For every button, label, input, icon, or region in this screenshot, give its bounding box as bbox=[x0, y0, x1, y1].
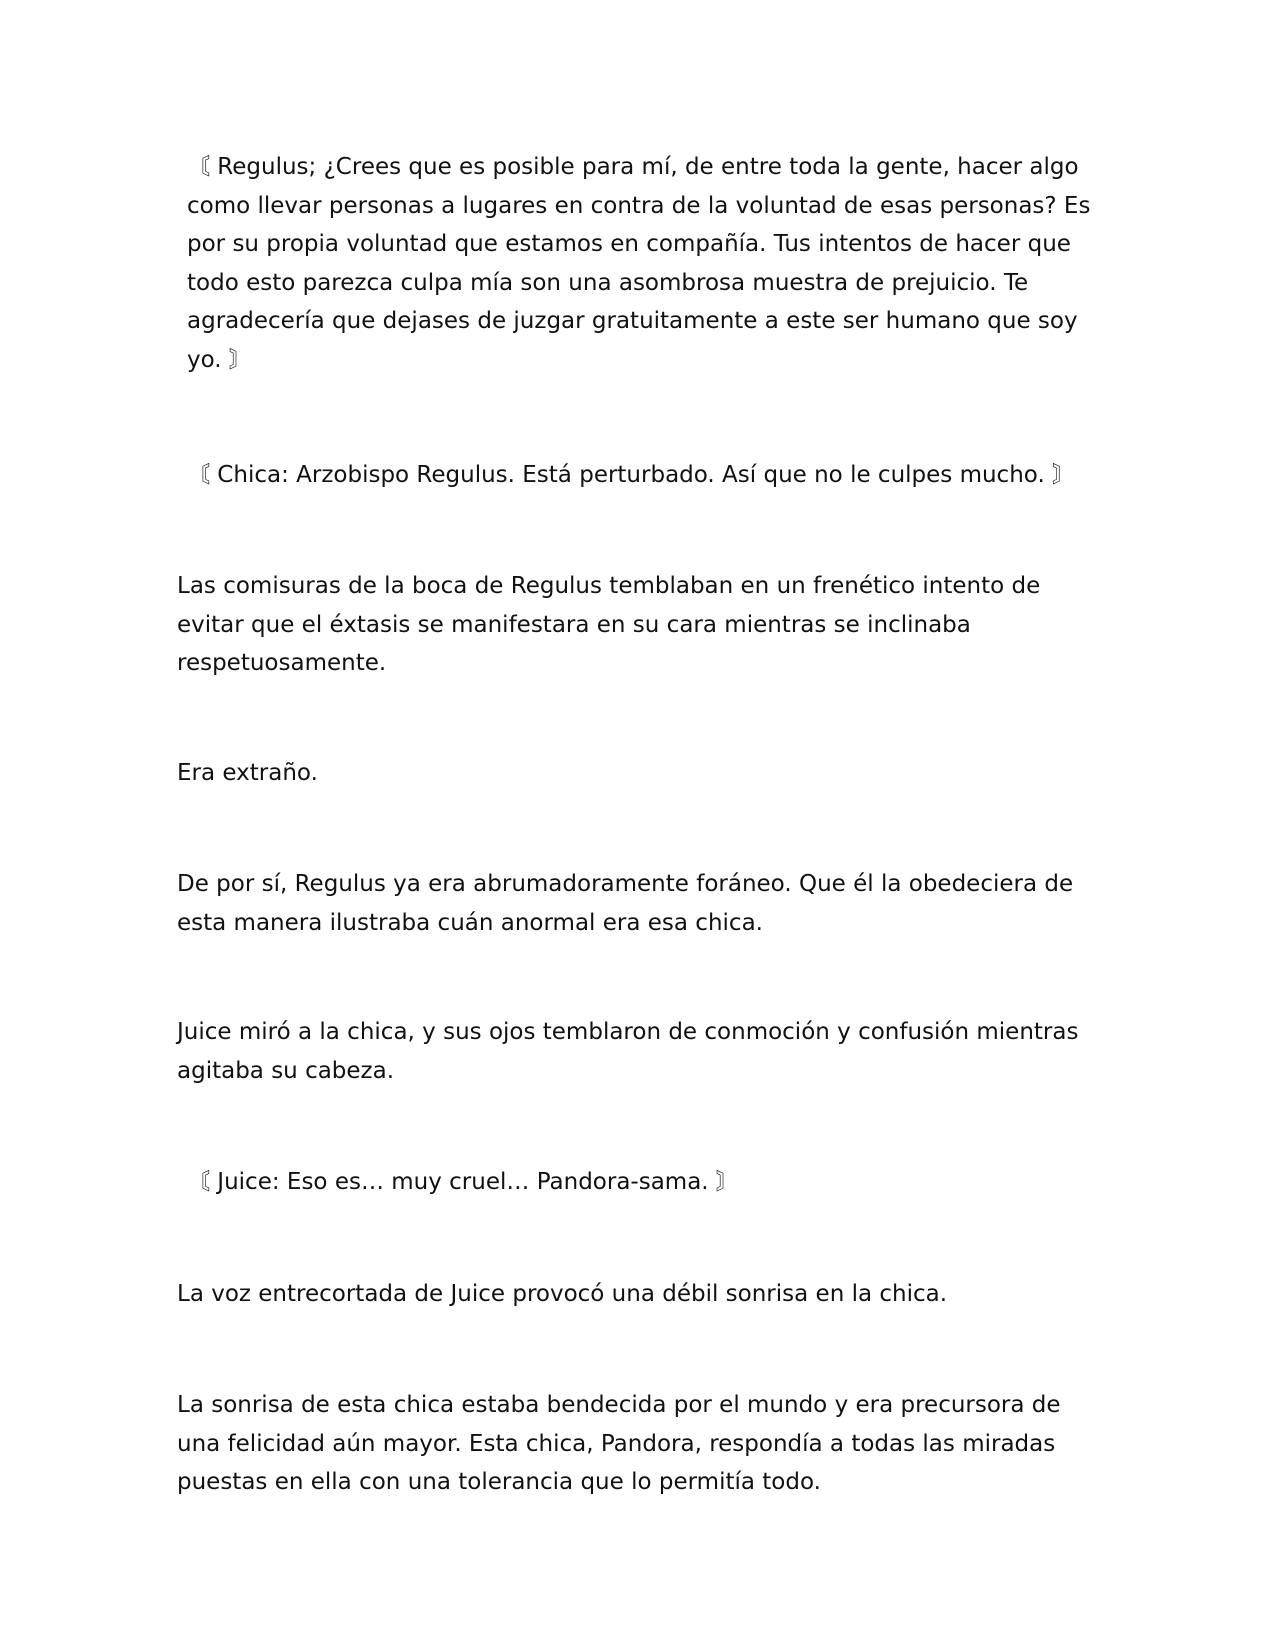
narration-paragraph: Las comisuras de la boca de Regulus temblaban en un frenético intento de evitar que el éxtasis se manifestara en su cara mientras se inclinaba respetuosamente. bbox=[177, 573, 1041, 676]
dialogue-chica: 〘 Chica: Arzobispo Regulus. Está perturbado. Así que no le culpes mucho. 〙 bbox=[187, 462, 1076, 488]
narration-paragraph: La voz entrecortada de Juice provocó una débil sonrisa en la chica. bbox=[177, 1281, 948, 1307]
narration-paragraph: De por sí, Regulus ya era abrumadoramente foráneo. Que él la obedeciera de esta manera ilustraba cuán anormal era esa chica. bbox=[177, 871, 1074, 936]
narration-paragraph: La sonrisa de esta chica estaba bendecida por el mundo y era precursora de una felicidad aún mayor. Esta chica, Pandora, respondía a todas las miradas puestas en ella con una tolerancia que lo permitía todo. bbox=[177, 1392, 1061, 1495]
narration-paragraph: Juice miró a la chica, y sus ojos temblaron de conmoción y confusión mientras agitaba su cabeza. bbox=[177, 1019, 1079, 1084]
dialogue-regulus: 〘 Regulus; ¿Crees que es posible para mí, de entre toda la gente, hacer algo como llevar personas a lugares en contra de la voluntad de esas personas? Es por su propia voluntad que estamos en compañía. Tus intentos de hacer que todo esto parezca culpa mía son una asombrosa muestra de prejuicio. Te agradecería que dejases de juzgar gratuitamente a este ser humano que soy yo. 〙 bbox=[187, 154, 1091, 373]
narration-paragraph: Era extraño. bbox=[177, 760, 318, 786]
dialogue-juice: 〘 Juice: Eso es… muy cruel… Pandora-sama. 〙 bbox=[187, 1169, 739, 1195]
